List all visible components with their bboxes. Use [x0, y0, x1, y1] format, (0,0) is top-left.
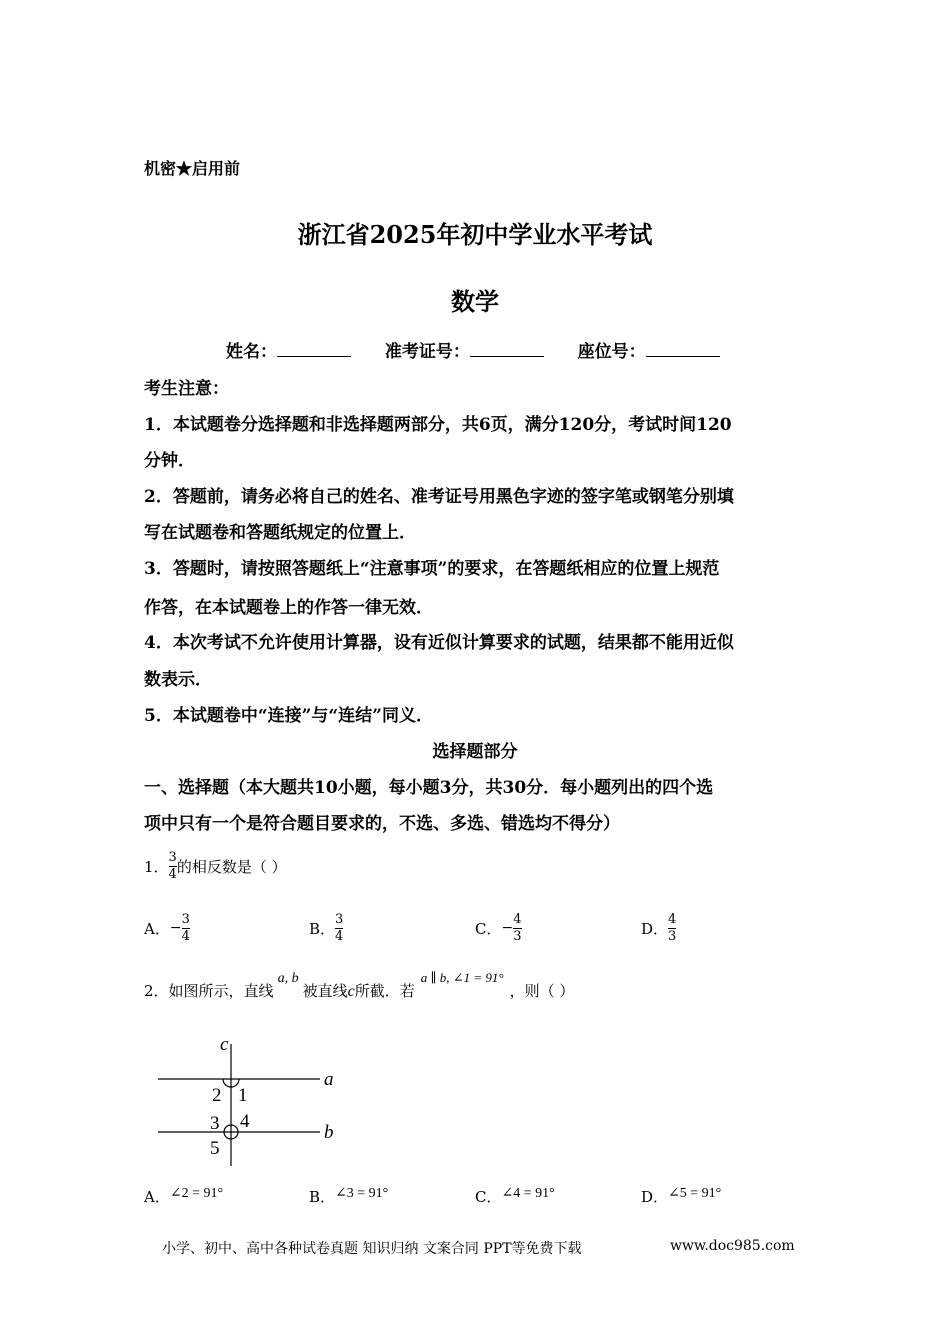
option-fraction	[668, 913, 676, 944]
angle-label-3: 3	[210, 1113, 220, 1134]
q2-math-cond: a ∥ b, ∠1 = 91°	[420, 970, 504, 985]
frac-num: 4	[513, 911, 522, 927]
q1-option-a	[144, 906, 190, 950]
q1-option-b	[309, 906, 343, 950]
notice-item-5: 5．本试题卷中“连接”与“连结”同义．	[144, 706, 433, 726]
angle-label-2: 2	[212, 1085, 222, 1106]
seat-label: 座位号：	[577, 342, 646, 362]
label-c: c	[220, 1034, 229, 1055]
frac-num: 3	[335, 911, 344, 927]
option-label: A．	[144, 1188, 170, 1206]
question-1	[144, 846, 287, 886]
q2-text-c: 所截．若	[354, 982, 415, 1000]
option-label: C．	[475, 919, 502, 938]
footer-text: 小学、初中、高中各种试卷真题 知识归纳 文案合同 PPT等免费下载	[162, 1241, 582, 1257]
label-b: b	[324, 1122, 334, 1143]
q1-frac-den: 4	[168, 866, 177, 882]
ticket-blank	[470, 342, 544, 357]
option-sign: −	[169, 920, 182, 936]
section-intro-line1: 一、选择题（本大题共10小题，每小题3分，共30分．每小题列出的四个选	[144, 778, 714, 798]
label-a: a	[324, 1069, 334, 1090]
notice-item-1-line2: 分钟．	[144, 451, 195, 471]
angle-label-4: 4	[240, 1111, 250, 1132]
notice-item-2-line2: 写在试题卷和答题纸规定的位置上．	[144, 523, 416, 543]
angle-label-1: 1	[238, 1085, 248, 1106]
q2-math-ab: a, b	[277, 971, 299, 986]
q1-number: 1．	[144, 857, 169, 876]
notice-item-4-line1: 4．本次考试不允许使用计算器，设有近似计算要求的试题，结果都不能用近似	[144, 633, 734, 653]
notice-item-2-line1: 2．答题前，请务必将自己的姓名、准考证号用黑色字迹的签字笔或钢笔分别填	[144, 487, 734, 507]
option-label: B．	[309, 919, 336, 938]
option-fraction	[335, 913, 343, 944]
parallel-lines-figure	[150, 1030, 350, 1170]
candidate-info-row	[226, 337, 720, 362]
q2-text-a: 如图所示，直线	[168, 982, 274, 1000]
frac-den: 4	[181, 928, 190, 944]
option-expr: ∠4 = 91°	[501, 1186, 555, 1201]
option-fraction	[182, 913, 190, 944]
frac-den: 4	[335, 928, 344, 944]
subject-title: 数学	[451, 287, 499, 316]
option-label: A．	[144, 919, 170, 938]
frac-num: 4	[668, 911, 677, 927]
name-label: 姓名：	[226, 342, 277, 362]
q1-text: 的相反数是（ ）	[176, 857, 287, 876]
frac-den: 3	[668, 928, 677, 944]
q2-option-b	[309, 1186, 388, 1207]
section-title: 选择题部分	[432, 742, 518, 762]
footer-url[interactable]: www.doc985.com	[670, 1238, 795, 1254]
notice-item-3-line1: 3．答题时，请按照答题纸上“注意事项”的要求，在答题纸相应的位置上规范	[144, 559, 720, 579]
ticket-label: 准考证号：	[384, 342, 470, 362]
q2-text-b: 被直线	[302, 982, 348, 1000]
q2-option-c	[475, 1186, 555, 1207]
confidential-mark: 机密★启用前	[144, 159, 241, 178]
option-label: D．	[641, 919, 669, 938]
option-label: D．	[641, 1188, 669, 1206]
q2-text-d: ，则（ ）	[509, 982, 575, 1000]
angle-label-5: 5	[210, 1138, 220, 1159]
option-fraction	[513, 913, 521, 944]
notice-item-1-line1: 1．本试题卷分选择题和非选择题两部分，共6页，满分120分，考试时间120	[144, 415, 732, 435]
seat-blank	[646, 342, 720, 357]
q2-option-a	[144, 1186, 223, 1207]
exam-title: 浙江省2025年初中学业水平考试	[297, 220, 653, 249]
notice-item-4-line2: 数表示．	[144, 670, 212, 690]
notice-item-3-line2: 作答，在本试题卷上的作答一律无效．	[144, 598, 433, 618]
option-sign: −	[501, 920, 514, 936]
name-blank	[277, 342, 351, 357]
q2-option-d	[641, 1186, 721, 1207]
option-expr: ∠3 = 91°	[335, 1186, 389, 1201]
q1-frac-num: 3	[168, 849, 177, 865]
q1-option-c	[475, 906, 522, 950]
option-label: B．	[309, 1188, 336, 1206]
notice-heading: 考生注意：	[144, 379, 229, 399]
q2-math-c: c	[347, 983, 355, 1000]
q1-option-d	[641, 906, 676, 950]
question-2	[144, 970, 575, 1001]
frac-num: 3	[181, 911, 190, 927]
section-intro-line2: 项中只有一个是符合题目要求的，不选、多选、错选均不得分）	[144, 814, 620, 834]
frac-den: 3	[513, 928, 522, 944]
q2-number: 2．	[144, 982, 169, 1000]
option-expr: ∠5 = 91°	[668, 1186, 722, 1201]
q1-fraction	[169, 851, 177, 882]
option-label: C．	[475, 1188, 502, 1206]
option-expr: ∠2 = 91°	[169, 1186, 224, 1201]
